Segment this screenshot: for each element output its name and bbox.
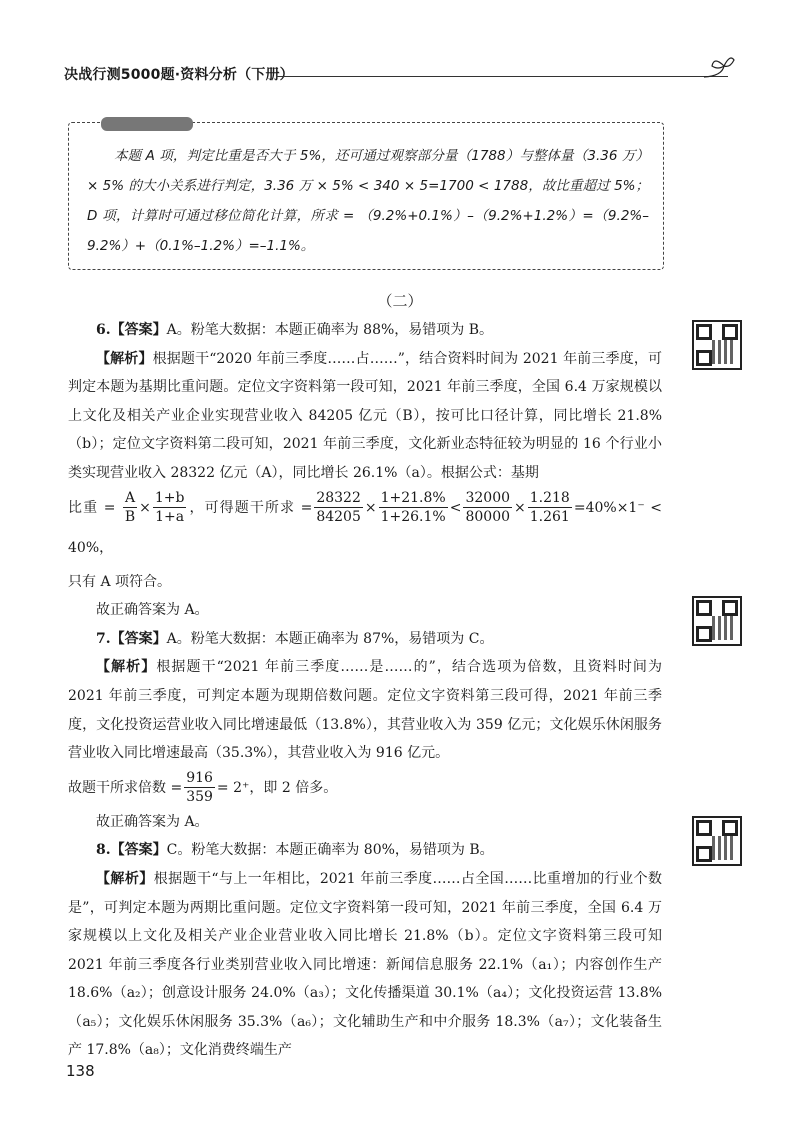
den: 80000 bbox=[465, 509, 511, 526]
fraction-ratio bbox=[184, 769, 215, 806]
q6-answer-label: 6.【答案】 bbox=[96, 322, 167, 338]
q6-conclusion: 故正确答案为 A。 bbox=[96, 602, 209, 619]
fraction-a-b bbox=[123, 489, 137, 526]
q6-answer bbox=[68, 316, 662, 345]
running-header bbox=[64, 64, 736, 86]
den: 84205 bbox=[316, 509, 361, 526]
sprout-icon bbox=[700, 48, 736, 84]
q7-formula-prefix: 故题干所求倍数 = bbox=[68, 779, 183, 796]
q6-formula bbox=[68, 488, 662, 568]
q8-answer-text: C。粉笔大数据：本题正确率为 80%，易错项为 B。 bbox=[166, 842, 494, 859]
q8-analysis-text: 根据题干“与上一年相比，2021 年前三季度……占全国……比重增加的行业个数是”，可判定本题为两期比重问题。定位文字资料第一段可知，2021 年前三季度，全国 6.4 万家规模以上文化及相关产业企业营业收入同比增长 21.8%（b）。定位文字资料第三段可知 2021 年前三季度各行业类别营业收入同比增速：新闻信息服务 22.1%（a₁）；内容创作生产 18.6%（a₂）；创意设计服务 24.0%（a₃）；文化传播渠道 30.1%（a₄）；文化投资运营 13.8%（a₅）；文化娱乐休闲服务 35.3%（a₆）；文化辅助生产和中介服务 18.3%（a₇）；文化装备生产 17.8%（a₈）；文化消费终端生产 bbox=[68, 870, 662, 1059]
header-rule bbox=[276, 76, 728, 77]
q7-analysis bbox=[68, 653, 662, 767]
q7-analysis-label: 【解析】 bbox=[96, 659, 157, 676]
den: 1+26.1% bbox=[380, 509, 446, 526]
header-title: 决战行测5000题·资料分析（下册） bbox=[64, 67, 294, 83]
q6-after: 只有 A 项符合。 bbox=[68, 573, 172, 590]
den: B bbox=[124, 509, 136, 526]
num: 1+b bbox=[154, 490, 185, 507]
q8-analysis-label: 【解析】 bbox=[96, 870, 154, 887]
qr-code-icon[interactable] bbox=[692, 320, 742, 370]
answer-body bbox=[68, 316, 662, 1065]
q6-answer-text: A。粉笔大数据：本题正确率为 88%，易错项为 B。 bbox=[166, 322, 494, 338]
times-sign: × bbox=[364, 499, 377, 516]
num: 32000 bbox=[465, 490, 511, 507]
q7-formula-result: = 2⁺，即 2 倍多。 bbox=[216, 779, 338, 796]
num: 1.218 bbox=[529, 490, 570, 507]
q6-analysis bbox=[68, 345, 662, 488]
fraction-approx-rates bbox=[528, 489, 572, 526]
times-sign: × bbox=[514, 499, 526, 516]
num: 1+21.8% bbox=[380, 490, 446, 507]
times-sign: × bbox=[139, 499, 151, 516]
tip-tag-icon bbox=[101, 117, 193, 131]
q8-answer bbox=[68, 836, 662, 865]
tip-text: 本题 A 项，判定比重是否大于 5%，还可通过观察部分量（1788）与整体量（3.36 万）× 5% 的大小关系进行判定，3.36 万 × 5% < 340 × 5=1700 < 1788，故比重超过 5%；D 项，计算时可通过移位简化计算，所求 = （9.2%+0.1%）–（9.2%+1.2%）=（9.2%–9.2%）+（0.1%–1.2%）=–1.1%。 bbox=[87, 148, 649, 254]
q7-analysis-text: 根据题干“2021 年前三季度……是……的”，结合选项为倍数，且资料时间为 2021 年前三季度，可判定本题为现期倍数问题。定位文字资料第三段可得，2021 年前三季度，文化投资运营业收入同比增速最低（13.8%），其营业收入为 359 亿元；文化娱乐休闲服务营业收入同比增速最高（35.3%），其营业收入为 916 亿元。 bbox=[68, 659, 662, 762]
q7-answer bbox=[68, 625, 662, 654]
q7-answer-label: 7.【答案】 bbox=[96, 630, 167, 647]
q6-analysis-text: 根据题干“2020 年前三季度……占……”，结合资料时间为 2021 年前三季度，可判定本题为基期比重问题。定位文字资料第一段可知，2021 年前三季度，全国 6.4 万家规模以上文化及相关产业企业实现营业收入 84205 亿元（B），按可比口径计算，同比增长 21.8%（b）；定位文字资料第二段可知，2021 年前三季度，文化新业态特征较为明显的 16 个行业小类实现营业收入 28322 亿元（A），同比增长 26.1%（a）。根据公式：基期 bbox=[68, 350, 663, 481]
q6-formula-mid: ，可得题干所求 = bbox=[188, 499, 313, 516]
qr-code-icon[interactable] bbox=[692, 816, 742, 866]
q7-answer-text: A。粉笔大数据：本题正确率为 87%，易错项为 C。 bbox=[166, 630, 494, 647]
q7-formula bbox=[68, 768, 662, 808]
section-heading: （二） bbox=[377, 292, 423, 310]
q8-analysis bbox=[68, 865, 662, 1065]
tip-box bbox=[68, 122, 664, 270]
num: 28322 bbox=[316, 490, 361, 507]
q6-formula-prefix: 比重 = bbox=[68, 499, 116, 516]
q6-analysis-label: 【解析】 bbox=[96, 350, 153, 367]
den: 359 bbox=[186, 789, 213, 806]
fraction-revenue bbox=[314, 489, 363, 526]
less-than-sign: < bbox=[449, 499, 462, 516]
qr-code-icon[interactable] bbox=[692, 596, 742, 646]
q8-answer-label: 8.【答案】 bbox=[96, 842, 167, 859]
den: 1.261 bbox=[529, 509, 570, 526]
den: 1+a bbox=[155, 509, 185, 526]
num: A bbox=[124, 490, 136, 507]
page-number: 138 bbox=[66, 1062, 95, 1080]
fraction-approx bbox=[463, 489, 512, 526]
q7-conclusion: 故正确答案为 A。 bbox=[96, 813, 209, 830]
fraction-growth bbox=[153, 489, 187, 526]
fraction-rates bbox=[379, 489, 448, 526]
q6-formula-result: =40%×1⁻ < 40%， bbox=[68, 499, 662, 556]
num: 916 bbox=[186, 770, 213, 787]
